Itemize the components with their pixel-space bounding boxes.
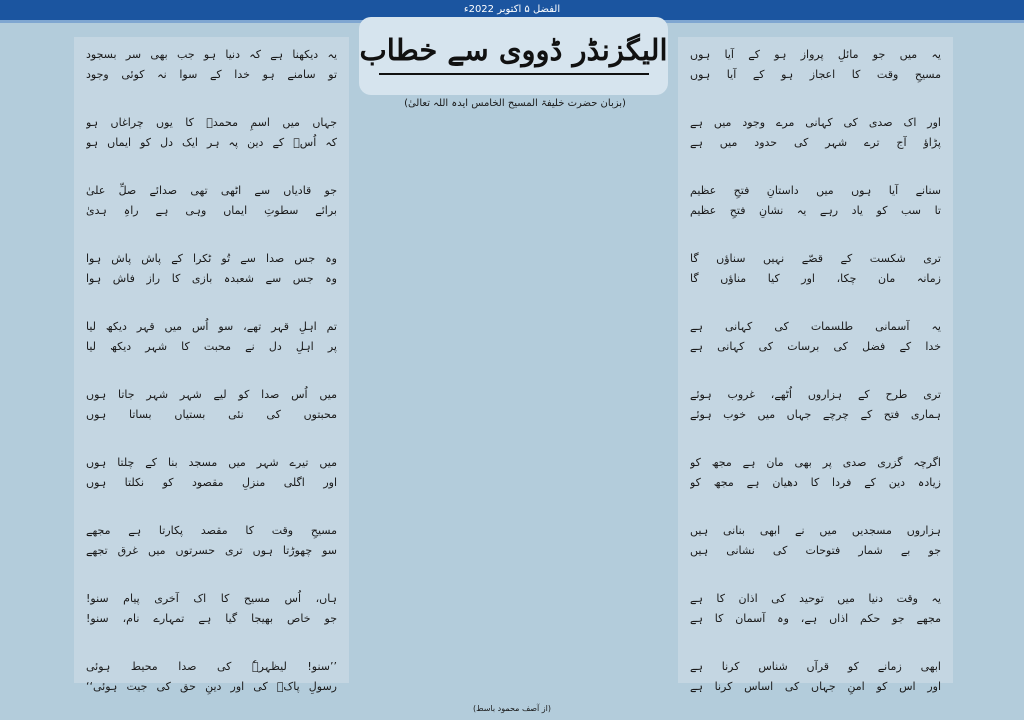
title-underline [379,73,649,75]
verse-line: مسیحِ وقت کا اعجاز ہو کے آیا ہوں [690,68,941,81]
poem-column-left [74,37,349,693]
verse-line: جو خاص بھیجا گیا ہے تمہارے نام، سنو! [86,612,337,625]
stanza [690,589,941,629]
verse-line: تا سب کو یاد رہے یہ نشانِ فتحِ عظیم [690,204,941,217]
verse-line: میں اُس صدا کو لیے شہر شہر جاتا ہوں [86,388,337,401]
verse-line: ہماری فتح کے چرچے جہاں میں خوب ہوئے [690,408,941,421]
verse-line: یہ دیکھنا ہے کہ دنیا ہو جب بھی سر بسجود [86,48,337,61]
verse-line: جو قادیاں سے اٹھی تھی صدائے صلِّ علیٰ [86,184,337,197]
stanza [690,385,941,425]
stanza [86,589,337,629]
stanza [690,317,941,357]
verse-line: مجھے جو حکم اذاں ہے، وہ آسمان کا ہے [690,612,941,625]
verse-line: میں تیرے شہر میں مسجد بنا کے چلتا ہوں [86,456,337,469]
poem-column-right [678,37,953,693]
verse-line: تری طرح کے ہزاروں اُٹھے، غروب ہوئے [690,388,941,401]
stanza [86,657,337,697]
verse-line: تم اہلِ قہر تھے، سو اُس میں قہر دیکھ لیا [86,320,337,333]
verse-line: اور اس کو امنِ جہاں کی اساس کرنا ہے [690,680,941,693]
stanza [86,181,337,221]
verse-line: برائے سطوتِ ایماں وہی ہے راہِ ہدیٰ [86,204,337,217]
verse-line: ’’سنو! لیظہرہٗ کی صدا محیط ہوئی [86,660,337,673]
poem-subtitle: (بزبان حضرت خلیفۃ المسیح الخامس ایدہ اللہ تعالیٰ) [404,98,626,109]
verse-line: زیادہ دین کے فردا کا دھیان ہے مجھ کو [690,476,941,489]
stanza [86,249,337,289]
verse-line: ہزاروں مسجدیں میں نے ابھی بنانی ہیں [690,524,941,537]
verse-line: جو بے شمار فتوحات کی نشانی ہیں [690,544,941,557]
verse-line: ہاں، اُس مسیح کا اک آخری پیام سنو! [86,592,337,605]
verse-line: خدا کے فضل کی برسات کی کہانی ہے [690,340,941,353]
stanza [690,521,941,561]
verse-line: پر اہلِ دل نے محبت کا شہر دیکھ لیا [86,340,337,353]
stanza [690,657,941,697]
verse-line: محبتوں کی نئی بستیاں بساتا ہوں [86,408,337,421]
verse-line: تری شکست کے قصّے نہیں سناؤں گا [690,252,941,265]
stanza [690,249,941,289]
verse-line: کہ اُسؐ کے دین پہ ہر ایک دل کو ایماں ہو [86,136,337,149]
verse-line: جہاں میں اسمِ محمدؐ کا یوں چراغاں ہو [86,116,337,129]
verse-line: سنانے آیا ہوں میں داستانِ فتحِ عظیم [690,184,941,197]
verse-line: یہ آسمانی طلسمات کی کہانی ہے [690,320,941,333]
verse-line: زمانہ مان چکا، اور کیا مناؤں گا [690,272,941,285]
stanza [690,181,941,221]
stanza [86,385,337,425]
verse-line: اور اک صدی کی کہانی مرے وجود میں ہے [690,116,941,129]
verse-line: وہ جس صدا سے تُو ٹکرا کے پاش پاش ہوا [86,252,337,265]
stanza [690,45,941,85]
stanza [690,453,941,493]
stanza [86,521,337,561]
stanza [86,113,337,153]
verse-line: اور اگلی منزلِ مقصود کو نکلتا ہوں [86,476,337,489]
verse-line: ابھی زمانے کو قرآں شناس کرنا ہے [690,660,941,673]
banner-text: الفضل ۵ اکتوبر 2022ء [463,4,561,15]
verse-line: تو سامنے ہو خدا کے سوا نہ کوئی وجود [86,68,337,81]
verse-line: مسیحِ وقت کا مقصد پکارتا ہے مجھے [86,524,337,537]
verse-line: رسولِ پاکؐ کی اور دینِ حق کی جیت ہوئی‘‘ [86,680,337,693]
poem-title: الیگزنڈر ڈووی سے خطاب [359,33,668,67]
stanza [86,317,337,357]
verse-line: یہ میں جو مائلِ پرواز ہو کے آیا ہوں [690,48,941,61]
stanza [86,45,337,85]
title-box [359,17,668,95]
verse-line: وہ جس سے شعبدہ بازی کا راز فاش ہوا [86,272,337,285]
stanza [86,453,337,493]
verse-line: اگرچہ گزری صدی پر بھی مان ہے مجھ کو [690,456,941,469]
poet-credit: (از آصف محمود باسط) [473,704,551,713]
verse-line: یہ وقت دنیا میں توحید کی اذان کا ہے [690,592,941,605]
stanza [690,113,941,153]
verse-line: پڑاؤ آج ترے شہر کی حدود میں ہے [690,136,941,149]
verse-line: سو چھوڑتا ہوں تری حسرتوں میں غرق تجھے [86,544,337,557]
